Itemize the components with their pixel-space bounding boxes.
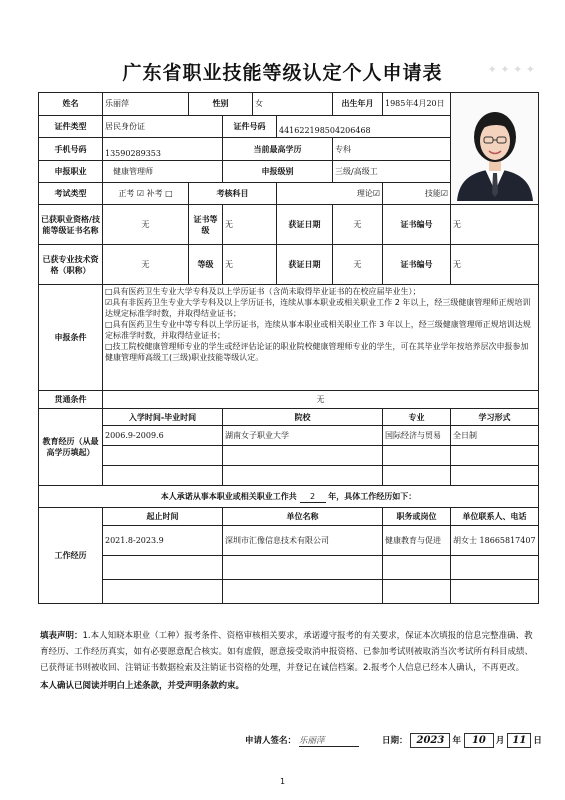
work-empty-cell[interactable] xyxy=(383,580,451,604)
phone-label: 手机号码 xyxy=(39,138,103,161)
tech-title-label: 已获专业技术资格（职称） xyxy=(39,245,103,285)
work-row-unit[interactable]: 深圳市汇像信息技术有限公司 xyxy=(223,526,383,556)
work-label: 工作经历 xyxy=(39,508,103,604)
id-no-value[interactable]: 441622198504206468 xyxy=(277,115,451,138)
work-years-value[interactable]: 2 xyxy=(300,491,326,503)
edu-empty-cell[interactable] xyxy=(451,466,539,486)
condition-item-1[interactable]: □具有医药卫生专业大学专科及以上学历证书（含尚未取得毕业证书的在校应届毕业生）； xyxy=(105,287,421,296)
id-type-label: 证件类型 xyxy=(39,115,103,138)
exam-retake-checkbox[interactable]: 补考 □ xyxy=(146,189,173,199)
work-row-time[interactable]: 2021.8-2023.9 xyxy=(103,526,223,556)
work-row-post[interactable]: 健康教育与促进 xyxy=(383,526,451,556)
declaration-label: 填表声明： xyxy=(40,631,83,641)
id-no-label: 证件号码 xyxy=(223,115,277,138)
edu-empty-cell[interactable] xyxy=(223,446,383,466)
held-cert-label: 已获职业资格/技能等级证书名称 xyxy=(39,205,103,245)
name-value[interactable]: 乐丽萍 xyxy=(103,93,189,116)
edu-empty-cell[interactable] xyxy=(223,466,383,486)
tech-obtain-date-value[interactable]: 无 xyxy=(333,245,383,285)
work-promise-suffix: 年，具体工作经历如下： xyxy=(328,491,417,501)
exam-type-label: 考试类型 xyxy=(39,183,103,205)
birth-label: 出生年月 xyxy=(333,93,383,116)
job-value[interactable]: 健康管理师 xyxy=(103,160,223,183)
edu-header-time: 入学时间-毕业时间 xyxy=(103,409,223,426)
cert-no-value[interactable]: 无 xyxy=(451,205,539,245)
date-year[interactable]: 2023 xyxy=(410,733,450,748)
watermark: ✦ ✦ ✦ ✦ xyxy=(487,63,535,76)
photo-cell xyxy=(451,93,539,205)
work-header-unit: 单位名称 xyxy=(223,508,383,526)
condition-item-4[interactable]: □技工院校健康管理师专业的学生或经评估论证的职业院校健康管理师专业的学生，可在其毕业学年按培养层次申报参加健康管理师高级工(三级)职业技能等级认定。 xyxy=(105,342,529,362)
edu-value[interactable]: 专科 xyxy=(333,138,451,161)
level-label: 申报级别 xyxy=(223,160,333,183)
work-header-contact: 单位联系人、电话 xyxy=(451,508,539,526)
edu-empty-cell[interactable] xyxy=(383,466,451,486)
work-empty-cell[interactable] xyxy=(451,580,539,604)
obtain-date-label: 获证日期 xyxy=(277,205,333,245)
edu-header-school: 院校 xyxy=(223,409,383,426)
job-label: 申报职业 xyxy=(39,160,103,183)
edu-header-major: 专业 xyxy=(383,409,451,426)
work-header-post: 职务或岗位 xyxy=(383,508,451,526)
edu-row-time[interactable]: 2006.9-2009.6 xyxy=(103,426,223,446)
tech-level-label: 等级 xyxy=(189,245,223,285)
through-label: 贯通条件 xyxy=(39,391,103,409)
work-promise-text: 本人承诺从事本职业或相关职业工作共 xyxy=(160,491,297,501)
edu-header-form: 学习形式 xyxy=(451,409,539,426)
page-number: 1 xyxy=(279,777,286,786)
edu-empty-row[interactable] xyxy=(103,446,223,466)
education-label: 教育经历（从最高学历填起） xyxy=(39,409,103,486)
work-empty-cell[interactable] xyxy=(223,556,383,580)
conditions-list xyxy=(103,285,539,391)
exam-type-checks[interactable] xyxy=(103,183,189,205)
work-empty-row[interactable] xyxy=(103,556,223,580)
work-empty-cell[interactable] xyxy=(383,556,451,580)
work-empty-row[interactable] xyxy=(103,580,223,604)
tech-level-value[interactable]: 无 xyxy=(223,245,277,285)
sex-value[interactable]: 女 xyxy=(253,93,333,116)
signature-value[interactable]: 乐丽萍 xyxy=(299,734,359,747)
date-label: 日期： xyxy=(381,736,408,746)
theory-checkbox[interactable]: 理论☑ xyxy=(277,183,383,205)
cert-level-value[interactable]: 无 xyxy=(223,205,277,245)
name-label: 姓名 xyxy=(39,93,103,116)
date-day[interactable]: 11 xyxy=(507,733,531,748)
sign-label: 申请人签名： xyxy=(245,736,297,746)
edu-label: 当前最高学历 xyxy=(223,138,333,161)
form-title: 广东省职业技能等级认定个人申请表 xyxy=(122,62,443,84)
signature-row: 申请人签名： 乐丽萍 日期： 2023 年 10 月 11 日 xyxy=(245,735,542,746)
work-empty-cell[interactable] xyxy=(451,556,539,580)
condition-item-2[interactable]: ☑具有非医药卫生专业大学专科及以上学历证书，连续从事本职业或相关职业工作 2 年以上，经三级健康管理师正规培训达规定标准学时数，并取得结业证书； xyxy=(105,298,531,318)
sex-label: 性别 xyxy=(189,93,253,116)
applicant-photo xyxy=(451,93,539,201)
work-promise xyxy=(39,486,539,508)
edu-row-form[interactable]: 全日制 xyxy=(451,426,539,446)
birth-value[interactable]: 1985年4月20日 xyxy=(383,93,451,116)
id-type-value[interactable]: 居民身份证 xyxy=(103,115,223,138)
work-header-time: 起止时间 xyxy=(103,508,223,526)
declaration xyxy=(40,628,535,694)
through-value[interactable]: 无 xyxy=(103,391,539,409)
work-empty-cell[interactable] xyxy=(223,580,383,604)
application-table xyxy=(38,92,539,604)
edu-empty-row[interactable] xyxy=(103,466,223,486)
confirm-text: 本人确认已阅读并明白上述条款，并受声明条款约束。 xyxy=(40,681,245,691)
cert-no-label: 证书编号 xyxy=(383,205,451,245)
conditions-label: 申报条件 xyxy=(39,285,103,391)
work-row-contact[interactable]: 胡女士 18665817407 xyxy=(451,526,539,556)
tech-obtain-date-label: 获证日期 xyxy=(277,245,333,285)
phone-value[interactable]: 13590289353 xyxy=(103,138,223,161)
declaration-text: 1.本人知晓本职业（工种）报考条件、资格审核相关要求，承诺遵守报考的有关要求，保证本次填报的信息完整准确、教育经历、工作经历真实，如有必要愿意配合核实。如有虚假，愿意接受取消申报资格、已参加考试则被取消当次考试所有科目成绩、已获得证书则被收回、注销证书数据检索及注销证书资格的处理，并登记在诚信档案。2.报考个人信息已经本人确认，不再更改。 xyxy=(40,631,534,673)
level-value[interactable]: 三级/高级工 xyxy=(333,160,451,183)
subject-label: 考核科目 xyxy=(189,183,277,205)
cert-level-label: 证书等级 xyxy=(189,205,223,245)
tech-cert-no-label: 证书编号 xyxy=(383,245,451,285)
tech-cert-no-value[interactable]: 无 xyxy=(451,245,539,285)
edu-empty-cell[interactable] xyxy=(451,446,539,466)
tech-title-value[interactable]: 无 xyxy=(103,245,189,285)
exam-first-checkbox[interactable]: 正考 ☑ xyxy=(118,189,145,199)
edu-empty-cell[interactable] xyxy=(383,446,451,466)
obtain-date-value[interactable]: 无 xyxy=(333,205,383,245)
date-month[interactable]: 10 xyxy=(464,733,494,748)
skill-checkbox[interactable]: 技能☑ xyxy=(383,183,451,205)
condition-item-3[interactable]: □具有医药卫生专业中等专科以上学历证书，连续从事本职业或相关职业工作 3 年以上，经三级健康管理师正规培训达规定标准学时数，并取得结业证书； xyxy=(105,320,531,340)
edu-row-school[interactable]: 湖南女子职业大学 xyxy=(223,426,383,446)
held-cert-value[interactable]: 无 xyxy=(103,205,189,245)
edu-row-major[interactable]: 国际经济与贸易 xyxy=(383,426,451,446)
